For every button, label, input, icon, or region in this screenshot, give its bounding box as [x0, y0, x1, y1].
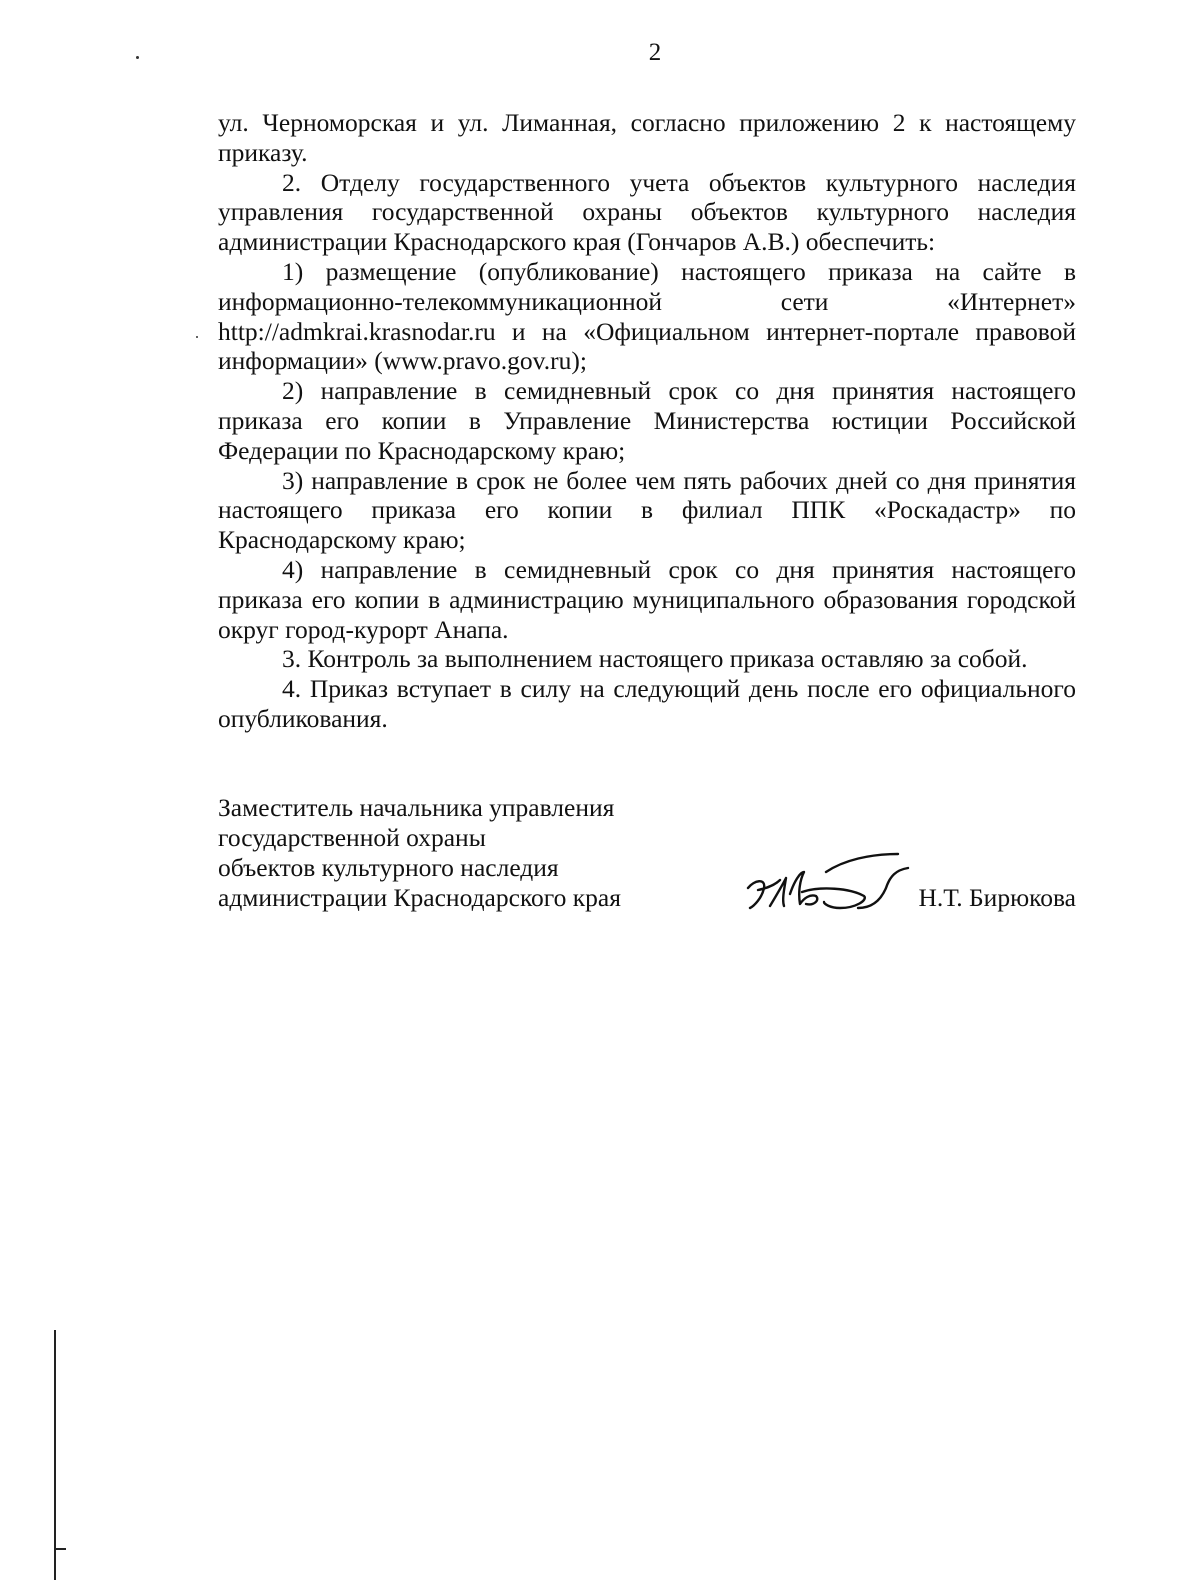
- scan-edge-line: [54, 1330, 56, 1580]
- handwritten-signature: [740, 848, 910, 923]
- scan-edge-line: [54, 1548, 66, 1550]
- paragraph-subitem-1: [218, 257, 1076, 317]
- signer-name: Н.Т. Бирюкова: [918, 883, 1076, 912]
- page-number: 2: [648, 39, 662, 66]
- signer-title-line: администрации Краснодарского края: [218, 883, 621, 912]
- paragraph-address-continuation: ул. Черноморская и ул. Лиманная, согласно приложению 2 к настоящему приказу.: [218, 108, 1076, 167]
- scan-speck: [196, 336, 198, 338]
- signature-block: [218, 793, 1076, 923]
- scan-speck: [136, 56, 139, 59]
- paragraph-subitem-2: 2) направление в семидневный срок со дня принятия настоящего приказа его копии в Управление Министерства юстиции Российской Федерации по Краснодарскому краю;: [218, 376, 1076, 465]
- paragraph-subitem-4: 4) направление в семидневный срок со дня принятия настоящего приказа его копии в администрацию муниципального образования городской округ город-курорт Анапа.: [218, 554, 1076, 644]
- paragraph-subitem-1-continuation: http://admkrai.krasnodar.ru и на «Официальном интернет-портале правовой информации» (www.pravo.gov.ru);: [218, 316, 1076, 376]
- document-body: [218, 108, 1076, 734]
- paragraph-item-4: 4. Приказ вступает в силу на следующий день после его официального опубликования.: [218, 674, 1076, 733]
- paragraph-item-3: 3. Контроль за выполнением настоящего приказа оставляю за собой.: [282, 644, 1028, 674]
- subitem-1-text: 1) размещение (опубликование) настоящего приказа на сайте в информационно-телекоммуникационной сети «Интернет»: [218, 256, 1076, 316]
- signer-title-line: Заместитель начальника управления: [218, 793, 615, 822]
- signer-title-line: объектов культурного наследия: [218, 853, 559, 882]
- paragraph-subitem-3: 3) направление в срок не более чем пять рабочих дней со дня принятия настоящего приказа его копии в филиал ППК «Роскадастр» по Краснодарскому краю;: [218, 465, 1076, 555]
- signer-title: [218, 793, 698, 913]
- paragraph-item-2: 2. Отделу государственного учета объектов культурного наследия управления государственной охраны объектов культурного наследия администрации Краснодарского края (Гончаров А.В.) обеспечить:: [218, 167, 1076, 257]
- signer-title-line: государственной охраны: [218, 823, 486, 852]
